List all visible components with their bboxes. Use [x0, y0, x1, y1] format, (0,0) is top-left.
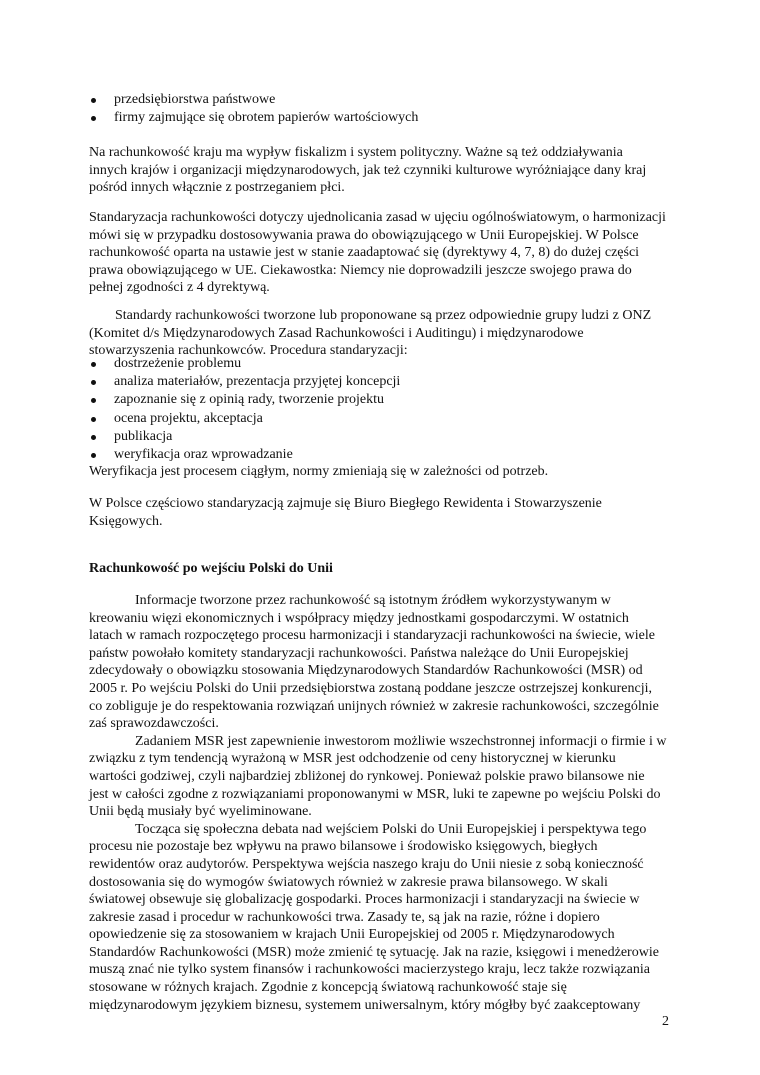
bullet-icon	[91, 98, 96, 103]
list-item-text: zapoznanie się z opinią rady, tworzenie projektu	[114, 392, 385, 408]
bullet-list-2	[89, 355, 679, 464]
paragraph-7	[89, 733, 679, 821]
text-line: kreowaniu więzi ekonomicznych i współpracy między jednostkami gospodarczymi. W ostatnich	[89, 610, 629, 626]
text-line: wartości godziwej, czyli najbardziej zbliżonej do rynkowej. Ponieważ polskie prawo bilansowe nie	[89, 768, 645, 784]
text-line: latach w ramach rozpoczętego procesu harmonizacji i standaryzacji rachunkowości na świecie, wiele	[89, 628, 655, 644]
text-line: Standardy rachunkowości tworzone lub proponowane są przez odpowiednie grupy ludzi z ONZ	[115, 308, 652, 323]
section-heading: Rachunkowość po wejściu Polski do Unii	[89, 561, 333, 576]
text-line: Weryfikacja jest procesem ciągłym, normy zmieniają się w zależności od potrzeb.	[89, 464, 549, 479]
text-line: muszą znać nie tylko system finansów i rachunkowości macierzystego kraju, lecz także rozwiązania	[89, 962, 650, 978]
bullet-icon	[91, 380, 96, 385]
list-item-text: publikacja	[114, 428, 173, 444]
text-line: zdecydowały o obowiązku stosowania Międzynarodowych Standardów Rachunkowości (MSR) od	[89, 663, 643, 679]
list-item	[89, 391, 679, 409]
paragraph-8	[89, 821, 679, 1015]
bullet-icon	[91, 398, 96, 403]
text-line: Unii będą musiały być wyeliminowane.	[89, 804, 312, 820]
text-line: pełnej zgodności z 4 dyrektywą.	[89, 280, 270, 296]
text-line: opowiedzenie się za stosowaniem w krajach Unii Europejskiej od 2005 r. Międzynarodowych	[89, 927, 615, 943]
text-line: Standaryzacja rachunkowości dotyczy ujednolicania zasad w ujęciu ogólnoświatowym, o harmonizacji	[89, 210, 666, 225]
bullet-list-1	[89, 91, 679, 127]
text-line: związku z tym tendencją wyrażoną w MSR jest odchodzenie od ceny historycznej w kierunku	[89, 751, 616, 767]
text-line: (Komitet d/s Międzynarodowych Zasad Rachunkowości i Auditingu) i międzynarodowe	[89, 325, 584, 341]
text-line: stowarzyszenia rachunkowców. Procedura standaryzacji:	[89, 343, 408, 359]
text-line: procesu nie pozostaje bez wpływu na prawo bilansowe i środowisko księgowych, biegłych	[89, 839, 598, 855]
list-item	[89, 355, 679, 373]
text-line: prawa obowiązującego w UE. Ciekawostka: Niemcy nie doprowadzili jeszcze swojego prawa do	[89, 262, 632, 278]
list-item-text: analiza materiałów, prezentacja przyjętej koncepcji	[114, 374, 401, 390]
section-body	[89, 592, 679, 1014]
text-line: Księgowych.	[89, 513, 163, 529]
text-line: zaś sprawozdawczości.	[89, 716, 219, 732]
text-line: stosowane w różnych krajach. Zgodnie z koncepcją światową rachunkowość staje się	[89, 980, 567, 996]
list-item-text: firmy zajmujące się obrotem papierów wartościowych	[114, 110, 419, 126]
paragraph-6	[89, 592, 679, 733]
list-item	[89, 410, 679, 428]
text-line: innych krajów i organizacji międzynarodowych, jak też czynniki kulturowe wyróżniające dany kraj	[89, 162, 647, 178]
list-item	[89, 109, 679, 127]
text-line: Zadaniem MSR jest zapewnienie inwestorom możliwie wszechstronnej informacji o firmie i w	[135, 733, 667, 749]
list-item-text: dostrzeżenie problemu	[114, 356, 242, 371]
text-line: Informacje tworzone przez rachunkowość są istotnym źródłem wykorzystywanym w	[135, 593, 611, 608]
text-line: 2005 r. Po wejściu Polski do Unii przedsiębiorstwa zostaną poddane jeszcze ostrzejszej konkurencji,	[89, 680, 652, 696]
text-line: W Polsce częściowo standaryzacją zajmuje się Biuro Biegłego Rewidenta i Stowarzyszenie	[89, 496, 602, 511]
page-number: 2	[662, 1014, 669, 1029]
paragraph-2	[89, 209, 679, 297]
bullet-icon	[91, 362, 96, 367]
text-line: co zobliguje je do respektowania rozwiązań unijnych również w zakresie rachunkowości, szczególnie	[89, 698, 659, 714]
bullet-icon	[91, 417, 96, 422]
text-line: jest w całości zgodne z rozwiązaniami proponowanymi w MSR, luki te zapewne po wejściu Polski do	[89, 786, 661, 802]
paragraph-1	[89, 144, 679, 197]
text-line: Na rachunkowość kraju ma wypływ fiskalizm i system polityczny. Ważne są też oddziaływania	[89, 145, 623, 160]
text-line: dostosowania się do wymogów światowych również w zakresie prawa bilansowego. W skali	[89, 874, 608, 890]
paragraph-4	[89, 463, 679, 481]
text-line: państw powołało komitety standaryzacji rachunkowości. Państwa należące do Unii Europejskiej	[89, 645, 629, 661]
text-line: zakresie zasad i procedur w rachunkowości trwa. Zasady te, są jak na razie, różne i dopiero	[89, 909, 600, 925]
text-line: mówi się w przypadku dostosowywania prawa do obowiązującego w Unii Europejskiej. W Polsce	[89, 227, 639, 243]
bullet-icon	[91, 453, 96, 458]
paragraph-3	[89, 307, 679, 360]
text-line: rachunkowość oparta na ustawie jest w stanie zaadaptować się (dyrektywy 4, 7, 8) do dużej części	[89, 245, 640, 261]
list-item	[89, 428, 679, 446]
bullet-icon	[91, 116, 96, 121]
list-item-text: weryfikacja oraz wprowadzanie	[114, 446, 293, 462]
paragraph-5	[89, 495, 679, 530]
text-line: światowej obsewuje się globalizację gospodarki. Proces harmonizacji i standaryzacji na świecie w	[89, 892, 640, 908]
list-item-text: przedsiębiorstwa państwowe	[114, 92, 276, 107]
list-item	[89, 373, 679, 391]
list-item	[89, 91, 679, 109]
list-item	[89, 446, 679, 464]
text-line: Tocząca się społeczna debata nad wejściem Polski do Unii Europejskiej i perspektywa tego	[135, 821, 647, 837]
text-line: rewidentów oraz audytorów. Perspektywa wejścia naszego kraju do Unii niesie z sobą konieczność	[89, 856, 644, 872]
text-line: pośród innych włącznie z postrzeganiem płci.	[89, 180, 345, 196]
text-line: Standardów Rachunkowości (MSR) może zmienić tę sytuację. Jak na razie, księgowi i menedżerowie	[89, 944, 659, 960]
list-item-text: ocena projektu, akceptacja	[114, 410, 263, 426]
text-line: międzynarodowym językiem biznesu, systemem uniwersalnym, który mógłby być zaakceptowany	[89, 997, 641, 1013]
bullet-icon	[91, 435, 96, 440]
